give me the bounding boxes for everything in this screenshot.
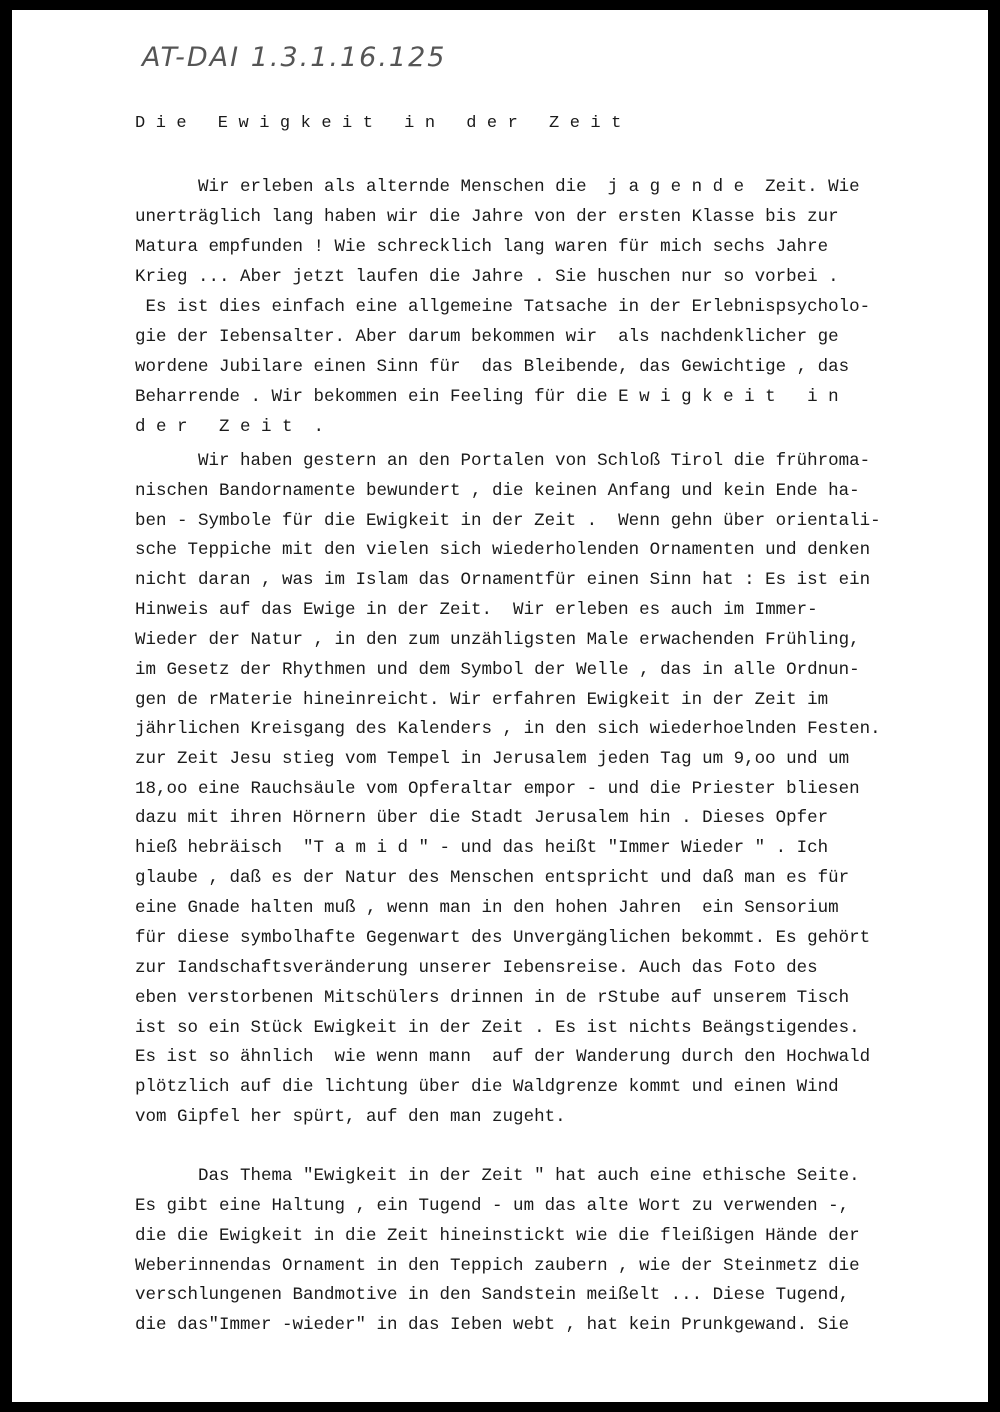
document-page	[12, 10, 988, 1402]
text-line: im Gesetz der Rhythmen und dem Symbol der Welle , das in alle Ordnun-	[135, 660, 860, 680]
text-line: 18,oo eine Rauchsäule vom Opferaltar empor - und die Priester bliesen	[135, 779, 860, 799]
text-line: Es gibt eine Haltung , ein Tugend - um das alte Wort zu verwenden -,	[135, 1196, 850, 1216]
text-line: Das Thema "Ewigkeit in der Zeit " hat auch eine ethische Seite.	[135, 1166, 860, 1186]
text-line: Es ist dies einfach eine allgemeine Tatsache in der Erlebnispsycholo-	[135, 297, 871, 317]
text-line: die das"Immer -wieder" in das Ieben webt , hat kein Prunkgewand. Sie	[135, 1315, 850, 1335]
text-line: eine Gnade halten muß , wenn man in den hohen Jahren ein Sensorium	[135, 898, 839, 918]
text-line: ist so ein Stück Ewigkeit in der Zeit . Es ist nichts Beängstigendes.	[135, 1018, 860, 1038]
text-line: sche Teppiche mit den vielen sich wiederholenden Ornamenten und denken	[135, 540, 871, 560]
text-line: Beharrende . Wir bekommen ein Feeling für die E w i g k e i t i n	[135, 387, 839, 407]
text-line: vom Gipfel her spürt, auf den man zugeht.	[135, 1107, 566, 1127]
text-line: hieß hebräisch "T a m i d " - und das heißt "Immer Wieder " . Ich	[135, 838, 829, 858]
text-line: eben verstorbenen Mitschülers drinnen in de rStube auf unserem Tisch	[135, 988, 850, 1008]
text-line: Hinweis auf das Ewige in der Zeit. Wir erleben es auch im Immer-	[135, 600, 818, 620]
text-line: zur Iandschaftsveränderung unserer Iebensreise. Auch das Foto des	[135, 958, 818, 978]
text-line: nischen Bandornamente bewundert , die keinen Anfang und kein Ende ha-	[135, 481, 860, 501]
text-line: zur Zeit Jesu stieg vom Tempel in Jerusalem jeden Tag um 9,oo und um	[135, 749, 850, 769]
text-line: verschlungenen Bandmotive in den Sandstein meißelt ... Diese Tugend,	[135, 1285, 850, 1305]
text-line: d e r Z e i t .	[135, 417, 325, 437]
text-line: Wir haben gestern an den Portalen von Schloß Tirol die frühroma-	[135, 451, 871, 471]
text-line: Wieder der Natur , in den zum unzähligsten Male erwachenden Frühling,	[135, 630, 860, 650]
text-line: Weberinnendas Ornament in den Teppich zaubern , wie der Steinmetz die	[135, 1256, 860, 1276]
text-line: dazu mit ihren Hörnern über die Stadt Jerusalem hin . Dieses Opfer	[135, 808, 829, 828]
text-line: plötzlich auf die lichtung über die Waldgrenze kommt und einen Wind	[135, 1077, 839, 1097]
text-line: gie der Iebensalter. Aber darum bekommen wir als nachdenklicher ge	[135, 327, 839, 347]
text-line: wordene Jubilare einen Sinn für das Bleibende, das Gewichtige , das	[135, 357, 850, 377]
text-line: gen de rMaterie hineinreicht. Wir erfahren Ewigkeit in der Zeit im	[135, 690, 829, 710]
text-line: jährlichen Kreisgang des Kalenders , in den sich wiederhoelnden Festen.	[135, 719, 881, 739]
text-line: Krieg ... Aber jetzt laufen die Jahre . Sie huschen nur so vorbei .	[135, 267, 839, 287]
text-line: glaube , daß es der Natur des Menschen entspricht und daß man es für	[135, 868, 850, 888]
archive-signature: AT-DAI 1.3.1.16.125	[142, 42, 447, 73]
text-line: Matura empfunden ! Wie schrecklich lang waren für mich sechs Jahre	[135, 237, 829, 257]
text-line: nicht daran , was im Islam das Ornamentfür einen Sinn hat : Es ist ein	[135, 570, 871, 590]
text-line: ben - Symbole für die Ewigkeit in der Zeit . Wenn gehn über orientali-	[135, 511, 881, 531]
text-line: Es ist so ähnlich wie wenn mann auf der Wanderung durch den Hochwald	[135, 1047, 871, 1067]
text-line: unerträglich lang haben wir die Jahre von der ersten Klasse bis zur	[135, 207, 839, 227]
body-text	[12, 10, 988, 1402]
text-line: für diese symbolhafte Gegenwart des Unvergänglichen bekommt. Es gehört	[135, 928, 871, 948]
document-title: Die Ewigkeit in der Zeit	[135, 114, 632, 133]
text-line: Wir erleben als alternde Menschen die j a g e n d e Zeit. Wie	[135, 177, 860, 197]
text-line: die die Ewigkeit in die Zeit hineinstickt wie die fleißigen Hände der	[135, 1226, 860, 1246]
